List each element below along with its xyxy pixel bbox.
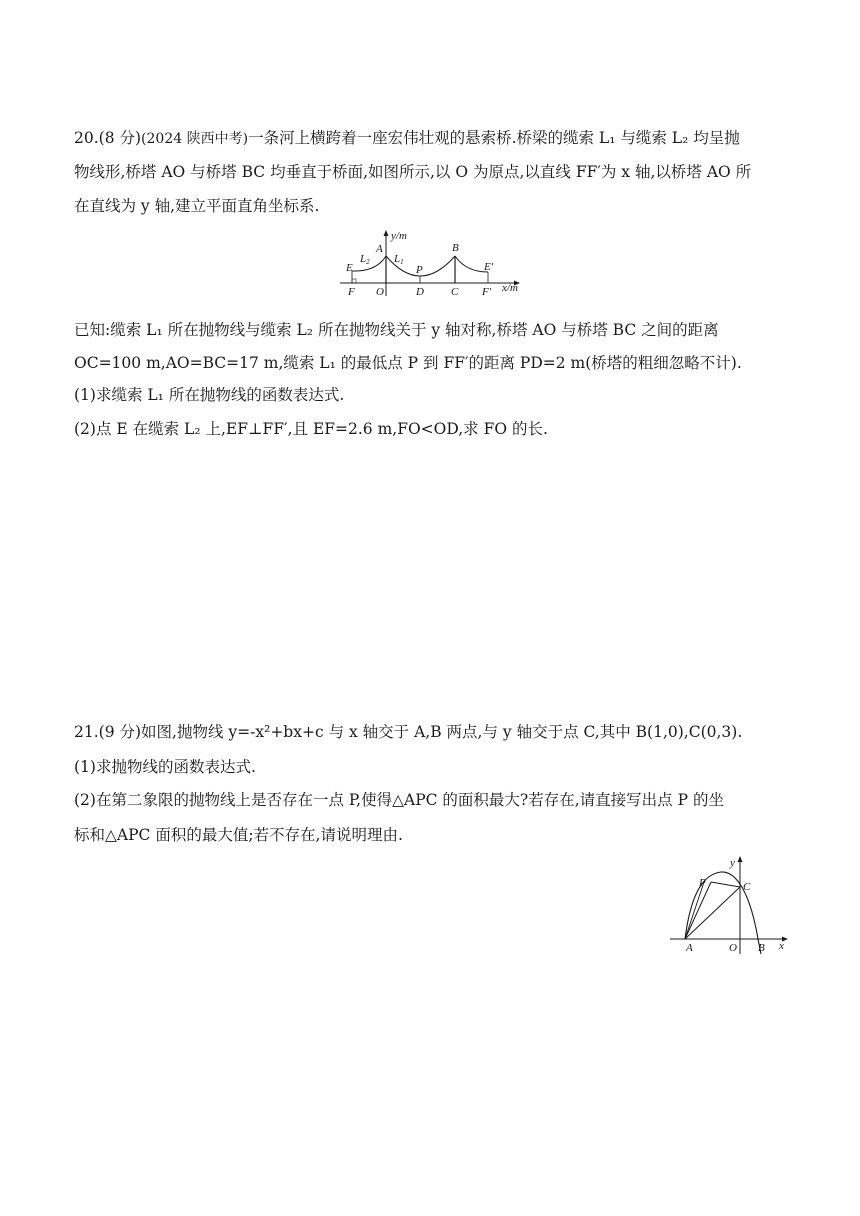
label-O: O — [729, 942, 737, 954]
label-F-prime: F′ — [482, 286, 492, 298]
label-C: C — [451, 286, 459, 298]
label-P: P — [699, 877, 706, 889]
q21-line-1: 21.(9 分)如图,抛物线 y=-x²+bx+c 与 x 轴交于 A,B 两点,与 y 轴交于点 C,其中 B(1,0),C(0,3). — [74, 723, 743, 741]
label-O: O — [376, 286, 384, 298]
q20-score: (8 分) — [98, 129, 142, 147]
label-D: D — [416, 286, 424, 298]
q20-source: (2024 陕西中考) — [141, 131, 249, 147]
q20-line-1 — [74, 128, 740, 149]
label-x: x — [779, 940, 784, 952]
q20-text-1: 一条河上横跨着一座宏伟壮观的悬索桥.桥梁的缆索 L₁ 与缆索 L₂ 均呈抛 — [248, 129, 740, 147]
bridge-figure — [336, 226, 536, 298]
q20-number: 20. — [74, 129, 99, 147]
label-A: A — [686, 942, 693, 954]
y-axis-label: y/m — [391, 230, 407, 242]
q20-part-2: (2)点 E 在缆索 L₂ 上,EF⊥FF′,且 EF=2.6 m,FO<OD,求 FO 的长. — [74, 420, 548, 438]
q20-line-2: 物线形,桥塔 AO 与桥塔 BC 均垂直于桥面,如图所示,以 O 为原点,以直线 FF′为 x 轴,以桥塔 AO 所 — [74, 163, 752, 181]
label-L1: L1 — [394, 253, 404, 266]
label-B: B — [758, 942, 765, 954]
label-E-prime: E′ — [484, 261, 494, 273]
q21-part-2: (2)在第二象限的抛物线上是否存在一点 P,使得△APC 的面积最大?若存在,请直接写出点 P 的坐 — [74, 791, 724, 809]
label-C: C — [743, 881, 751, 893]
q21-part-1: (1)求抛物线的函数表达式. — [74, 758, 256, 776]
q21-part-2b: 标和△APC 面积的最大值;若不存在,请说明理由. — [74, 826, 403, 844]
label-A: A — [376, 243, 383, 255]
label-B: B — [452, 242, 459, 254]
label-E: E — [346, 262, 353, 274]
label-L2: L2 — [360, 253, 370, 266]
label-F: F — [348, 286, 355, 298]
q20-line-4: 已知:缆索 L₁ 所在抛物线与缆索 L₂ 所在抛物线关于 y 轴对称,桥塔 AO 与桥塔 BC 之间的距离 — [74, 321, 719, 339]
q20-line-5: OC=100 m,AO=BC=17 m,缆索 L₁ 的最低点 P 到 FF′的距离 PD=2 m(桥塔的粗细忽略不计). — [74, 354, 742, 372]
parabola-figure — [666, 852, 796, 956]
label-y: y — [730, 857, 735, 869]
q20-line-3: 在直线为 y 轴,建立平面直角坐标系. — [74, 197, 320, 215]
q20-part-1: (1)求缆索 L₁ 所在抛物线的函数表达式. — [74, 386, 345, 404]
label-P: P — [416, 264, 423, 276]
x-axis-label: x/m — [502, 282, 518, 294]
